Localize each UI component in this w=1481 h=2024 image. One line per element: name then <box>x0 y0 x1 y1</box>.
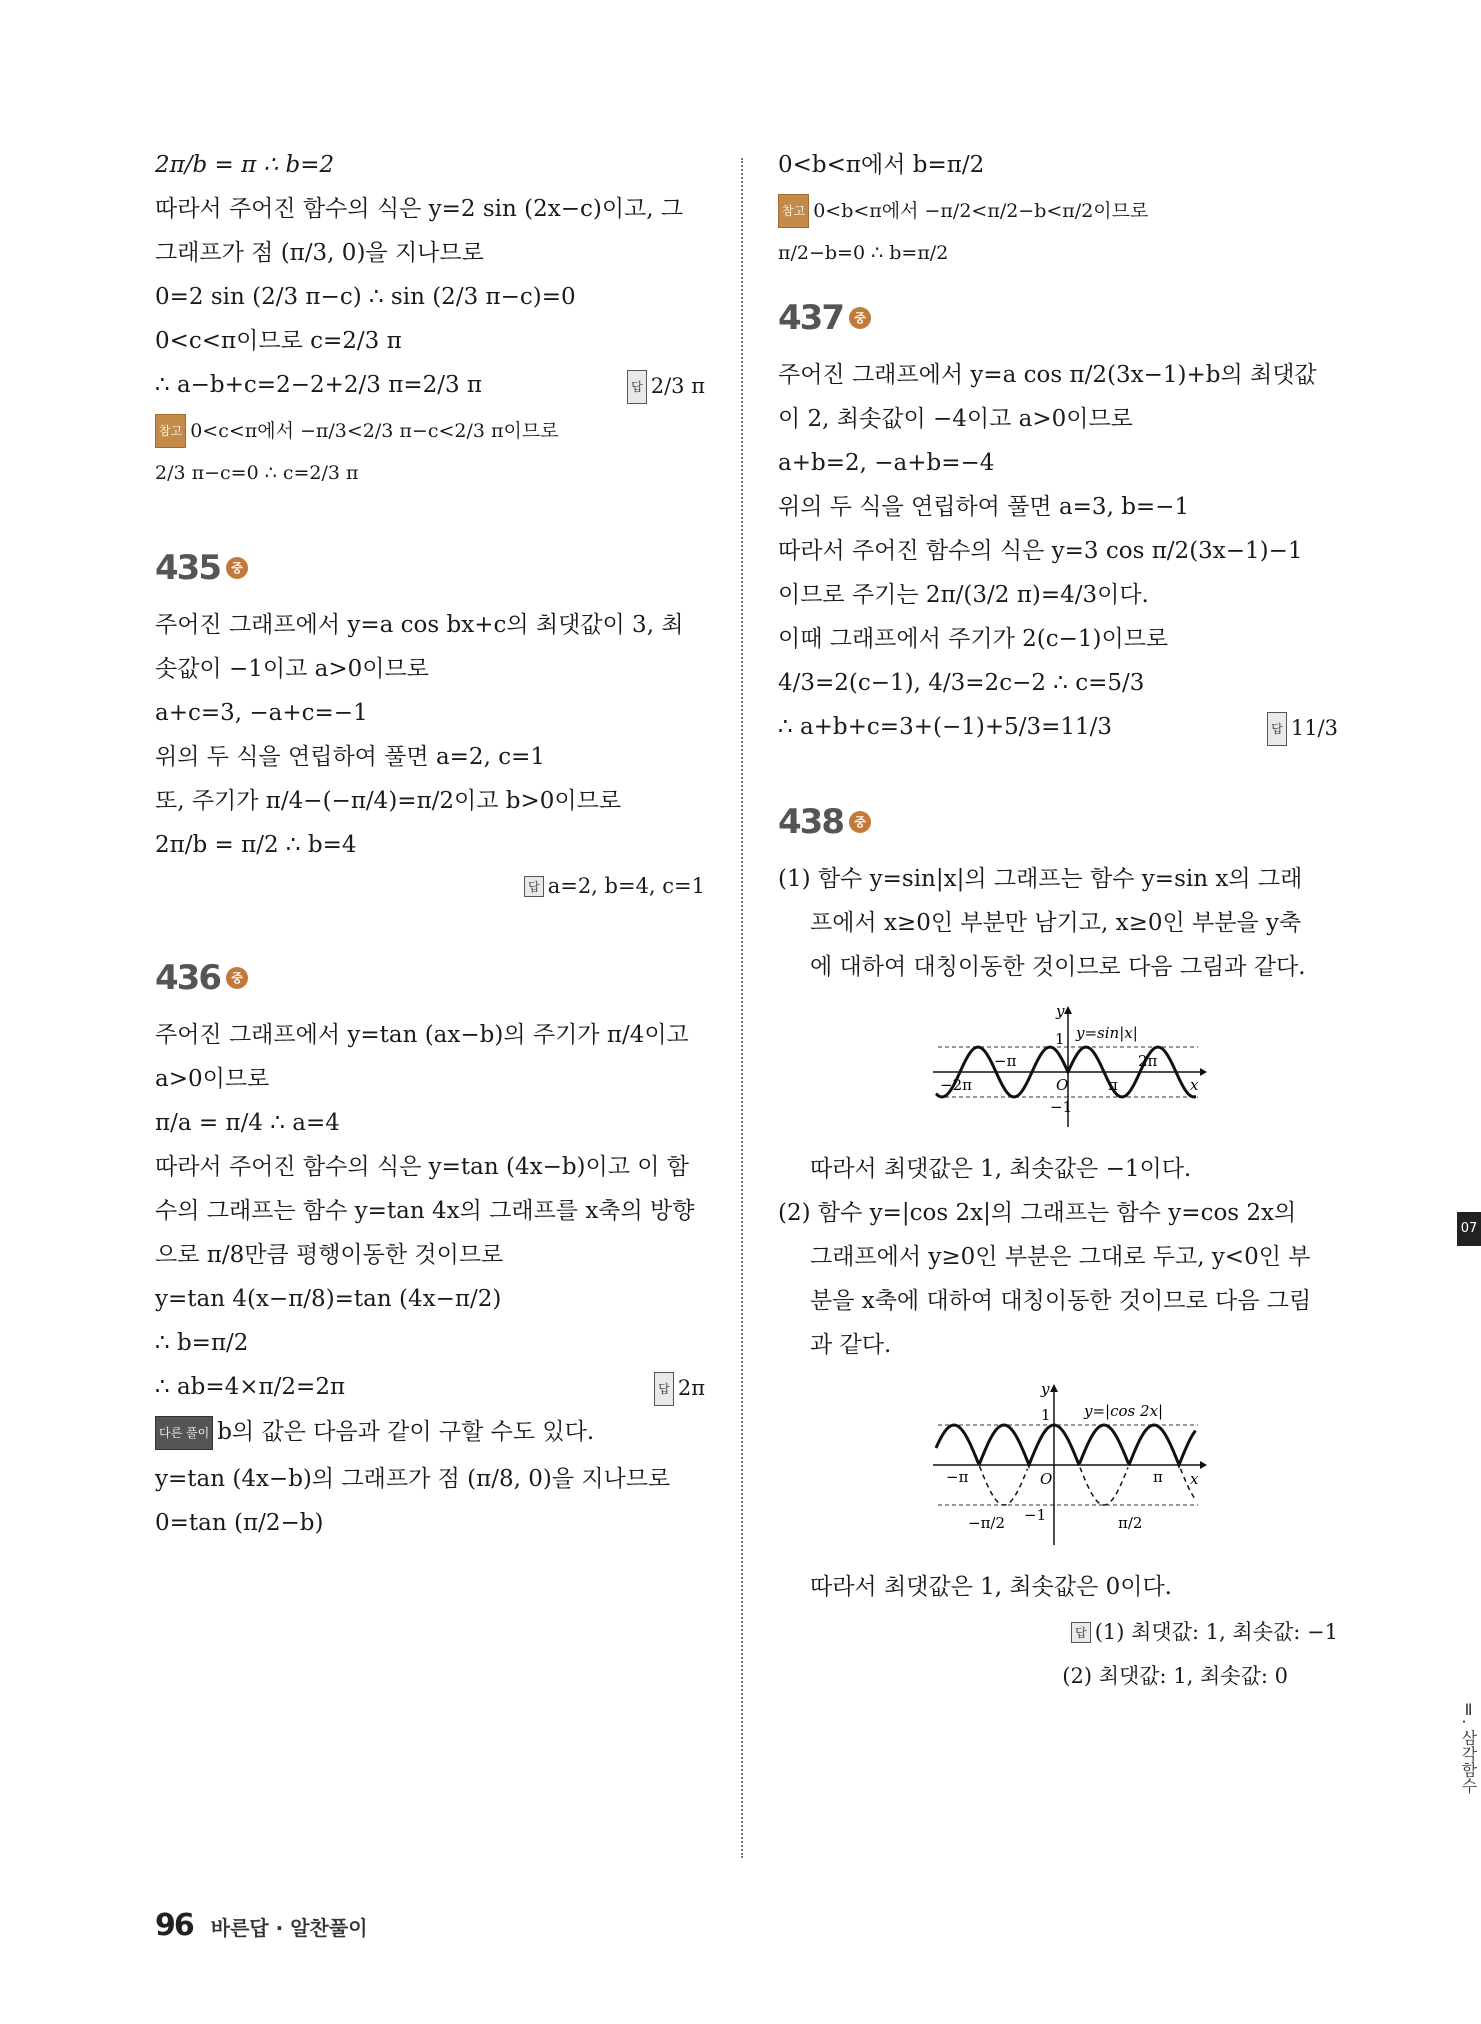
problem-number <box>155 548 705 588</box>
line: 2π/b = π ∴ b=2 <box>155 152 335 178</box>
line: ∴ b=π/2 <box>155 1330 249 1356</box>
x-tick-negpi: −π <box>994 1052 1017 1070</box>
chapter-title: Ⅱ. 삼각함수 <box>1459 1700 1478 1794</box>
answer <box>1267 712 1338 746</box>
line: 에 대하여 대칭이동한 것이므로 다음 그림과 같다. <box>810 954 1306 980</box>
left-column <box>155 150 705 1552</box>
function-label: y=sin|x| <box>1076 1024 1138 1042</box>
level-badge: 중 <box>226 557 248 579</box>
x-tick-half-pi: π/2 <box>1118 1514 1143 1532</box>
line: y=tan (4x−b)의 그래프가 점 (π/8, 0)을 지나므로 <box>155 1466 671 1492</box>
line: 분을 x축에 대하여 대칭이동한 것이므로 다음 그림 <box>810 1288 1312 1314</box>
note <box>155 414 705 448</box>
line: 주어진 그래프에서 y=tan (ax−b)의 주기가 π/4이고 <box>155 1022 689 1048</box>
line: a+c=3, −a+c=−1 <box>155 700 368 726</box>
y-tick-neg1: −1 <box>1024 1506 1047 1524</box>
answer <box>778 1616 1338 1646</box>
alt-badge: 다른 풀이 <box>155 1416 213 1450</box>
line: 따라서 주어진 함수의 식은 y=3 cos π/2(3x−1)−1 <box>778 538 1303 564</box>
y-axis-arrow <box>1050 1384 1058 1392</box>
problem-num-text: 436 <box>155 958 220 998</box>
x-tick-pi: π <box>1108 1076 1118 1094</box>
x-tick-negpi: −π <box>946 1468 969 1486</box>
note-badge: 참고 <box>155 414 186 448</box>
line: a+b=2, −a+b=−4 <box>778 450 995 476</box>
answer <box>627 370 705 404</box>
line: 4/3=2(c−1), 4/3=2c−2 ∴ c=5/3 <box>778 670 1145 696</box>
y-tick-1: 1 <box>1055 1030 1065 1048</box>
origin-label: O <box>1056 1076 1069 1094</box>
note-text: 0<c<π에서 −π/3<2/3 π−c<2/3 π이므로 <box>190 420 559 442</box>
answer <box>654 1372 705 1406</box>
line: π/a = π/4 ∴ a=4 <box>155 1110 340 1136</box>
problem-num-text: 437 <box>778 298 843 338</box>
answer-value: 11/3 <box>1290 716 1338 740</box>
book-title: 바른답 · 알찬풀이 <box>210 1916 368 1940</box>
line: 따라서 최댓값은 1, 최솟값은 −1이다. <box>810 1156 1192 1182</box>
line: 그래프가 점 (π/3, 0)을 지나므로 <box>155 240 484 266</box>
line: 과 같다. <box>810 1332 892 1358</box>
graph-abs-cos-2x <box>928 1380 1208 1550</box>
curve-abs-cos-2x <box>936 1425 1196 1465</box>
answer <box>778 1660 1338 1690</box>
line: 0=2 sin (2/3 π−c) ∴ sin (2/3 π−c)=0 <box>155 284 576 310</box>
line: ∴ a−b+c=2−2+2/3 π=2/3 π <box>155 372 483 398</box>
page-footer <box>155 1908 368 1943</box>
note-result: 2/3 π−c=0 ∴ c=2/3 π <box>155 462 359 484</box>
answer-line <box>155 370 705 400</box>
answer-badge: 답 <box>1267 712 1287 746</box>
answer-value: (1) 최댓값: 1, 최솟값: −1 <box>1094 1620 1338 1644</box>
line: 이므로 주기는 2π/(3/2 π)=4/3이다. <box>778 582 1149 608</box>
x-tick-pi: π <box>1153 1468 1163 1486</box>
line: 그래프에서 y≥0인 부분은 그대로 두고, y<0인 부 <box>810 1244 1311 1270</box>
line: 0<b<π에서 b=π/2 <box>778 152 985 178</box>
answer-badge: 답 <box>524 876 544 897</box>
line: a>0이므로 <box>155 1066 270 1092</box>
line: 으로 π/8만큼 평행이동한 것이므로 <box>155 1242 504 1268</box>
line: 0<c<π이므로 c=2/3 π <box>155 328 402 354</box>
answer-line <box>778 712 1338 742</box>
problem-num-text: 435 <box>155 548 220 588</box>
answer-value: a=2, b=4, c=1 <box>547 874 705 898</box>
x-tick-neg-half-pi: −π/2 <box>968 1514 1006 1532</box>
y-tick-1: 1 <box>1041 1406 1051 1424</box>
answer-value: (2) 최댓값: 1, 최솟값: 0 <box>1062 1664 1288 1688</box>
line: 따라서 최댓값은 1, 최솟값은 0이다. <box>810 1574 1172 1600</box>
answer-badge: 답 <box>1071 1622 1091 1643</box>
alt-solution <box>155 1416 705 1450</box>
y-axis-arrow <box>1064 1006 1072 1014</box>
problem-number <box>155 958 705 998</box>
line: 0=tan (π/2−b) <box>155 1510 324 1536</box>
function-label: y=|cos 2x| <box>1084 1402 1164 1420</box>
note-text: 0<b<π에서 −π/2<π/2−b<π/2이므로 <box>813 200 1149 222</box>
y-axis-label: y <box>1056 1002 1065 1020</box>
problem-number <box>778 298 1338 338</box>
line: y=tan 4(x−π/8)=tan (4x−π/2) <box>155 1286 502 1312</box>
line: ∴ a+b+c=3+(−1)+5/3=11/3 <box>778 714 1113 740</box>
right-column <box>778 150 1338 1704</box>
line: (2) 함수 y=|cos 2x|의 그래프는 함수 y=cos 2x의 <box>778 1200 1297 1226</box>
note <box>778 194 1338 228</box>
line: 따라서 주어진 함수의 식은 y=2 sin (2x−c)이고, 그 <box>155 196 684 222</box>
answer-badge: 답 <box>654 1372 674 1406</box>
answer-value: 2π <box>677 1376 705 1400</box>
x-axis-arrow <box>1200 1461 1207 1469</box>
x-axis-label: x <box>1190 1076 1199 1094</box>
line: 주어진 그래프에서 y=a cos bx+c의 최댓값이 3, 최 <box>155 612 684 638</box>
y-axis-label: y <box>1041 1380 1050 1398</box>
x-axis-arrow <box>1200 1068 1207 1076</box>
answer <box>155 874 705 898</box>
line: (1) 함수 y=sin|x|의 그래프는 함수 y=sin x의 그래 <box>778 866 1303 892</box>
line: 또, 주기가 π/4−(−π/4)=π/2이고 b>0이므로 <box>155 788 622 814</box>
answer-value: 2/3 π <box>650 374 705 398</box>
column-divider <box>741 158 743 1858</box>
level-badge: 중 <box>226 967 248 989</box>
level-badge: 중 <box>849 811 871 833</box>
line: 2π/b = π/2 ∴ b=4 <box>155 832 357 858</box>
origin-label: O <box>1040 1470 1053 1488</box>
note-result: π/2−b=0 ∴ b=π/2 <box>778 242 949 264</box>
level-badge: 중 <box>849 307 871 329</box>
graph-sin-abs-x <box>928 1002 1208 1132</box>
line: 이때 그래프에서 주기가 2(c−1)이므로 <box>778 626 1169 652</box>
note-badge: 참고 <box>778 194 809 228</box>
x-axis-label: x <box>1190 1470 1199 1488</box>
chapter-tab: 07 <box>1457 1212 1481 1246</box>
x-tick-2pi: 2π <box>1138 1052 1158 1070</box>
line: 위의 두 식을 연립하여 풀면 a=3, b=−1 <box>778 494 1190 520</box>
page-number: 96 <box>155 1908 193 1943</box>
line: 수의 그래프는 함수 y=tan 4x의 그래프를 x축의 방향 <box>155 1198 695 1224</box>
line: 이 2, 최솟값이 −4이고 a>0이므로 <box>778 406 1133 432</box>
problem-num-text: 438 <box>778 802 843 842</box>
x-tick-neg2pi: −2π <box>940 1076 972 1094</box>
line: ∴ ab=4×π/2=2π <box>155 1374 346 1400</box>
answer-line <box>155 1372 705 1402</box>
line: 위의 두 식을 연립하여 풀면 a=2, c=1 <box>155 744 545 770</box>
curve-cos-2x-negative-part <box>980 1466 1196 1505</box>
line: 솟값이 −1이고 a>0이므로 <box>155 656 429 682</box>
line: 프에서 x≥0인 부분만 남기고, x≥0인 부분을 y축 <box>810 910 1302 936</box>
answer-badge: 답 <box>627 370 647 404</box>
alt-text: b의 값은 다음과 같이 구할 수도 있다. <box>217 1419 595 1445</box>
problem-number <box>778 802 1338 842</box>
line: 따라서 주어진 함수의 식은 y=tan (4x−b)이고 이 함 <box>155 1154 690 1180</box>
line: 주어진 그래프에서 y=a cos π/2(3x−1)+b의 최댓값 <box>778 362 1317 388</box>
y-tick-neg1: −1 <box>1050 1098 1073 1116</box>
